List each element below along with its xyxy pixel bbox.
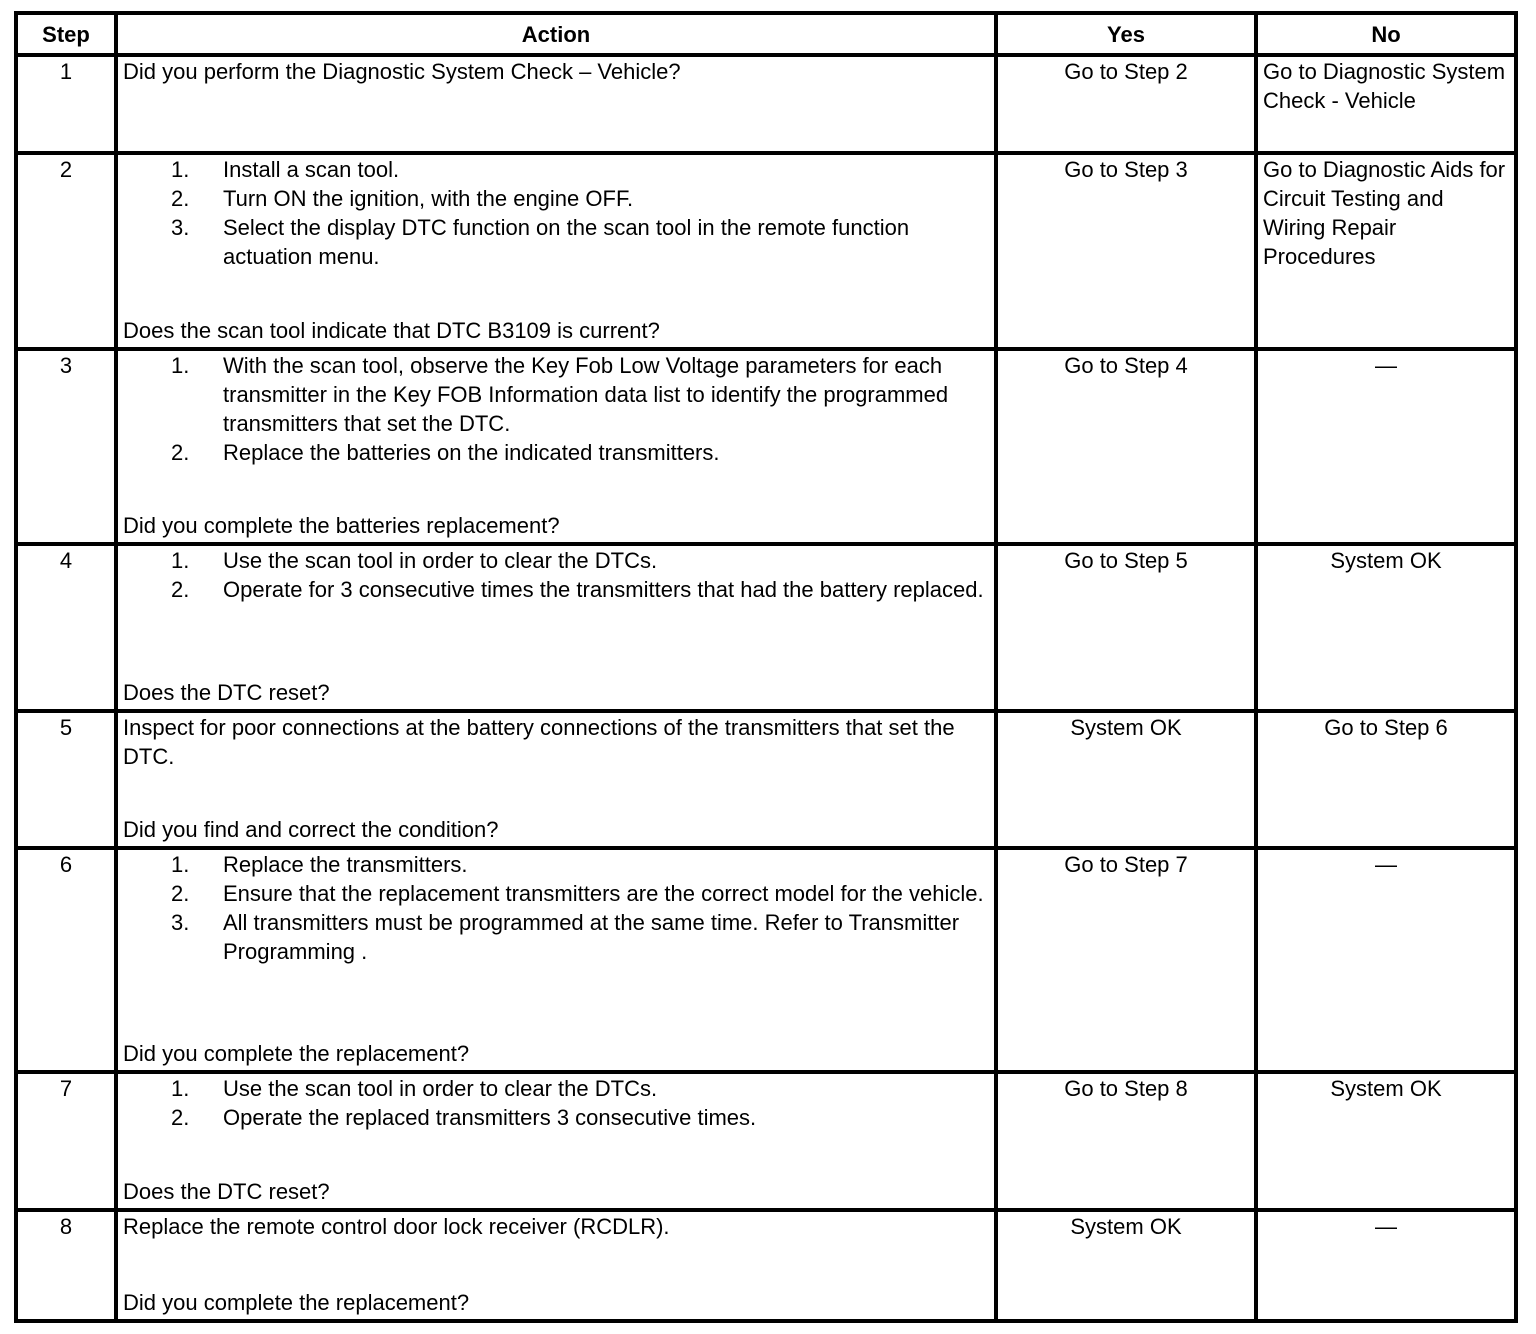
table-row (16, 55, 1516, 153)
list-item-text: Ensure that the replacement transmitters are the correct model for the vehicle. (223, 881, 984, 906)
list-item-number: 1. (171, 852, 190, 877)
action-question: Did you complete the replacement? (123, 1041, 470, 1066)
list-item-number: 3. (171, 215, 190, 240)
yes-result: Go to Step 3 (996, 153, 1256, 349)
no-result: Go to Diagnostic Aids for Circuit Testing and Wiring Repair Procedures (1256, 153, 1516, 349)
header-action: Action (116, 13, 996, 55)
action-cell (116, 55, 996, 153)
list-item-text: Replace the transmitters. (223, 852, 468, 877)
list-item-text: Use the scan tool in order to clear the DTCs. (223, 1076, 658, 1101)
list-item-text: Turn ON the ignition, with the engine OFF. (223, 186, 634, 211)
action-question: Did you complete the replacement? (123, 1290, 470, 1315)
header-yes: Yes (996, 13, 1256, 55)
list-item (123, 879, 989, 908)
no-result: — (1256, 848, 1516, 1072)
list-item-text: Use the scan tool in order to clear the DTCs. (223, 548, 658, 573)
yes-result: Go to Step 7 (996, 848, 1256, 1072)
list-item (123, 184, 989, 213)
list-item (123, 1103, 989, 1132)
list-item-text: Operate the replaced transmitters 3 consecutive times. (223, 1105, 757, 1130)
yes-result: Go to Step 4 (996, 349, 1256, 544)
action-cell (116, 711, 996, 848)
list-item-number: 1. (171, 157, 190, 182)
action-cell (116, 848, 996, 1072)
list-item-text: Replace the batteries on the indicated transmitters. (223, 440, 720, 465)
yes-result: System OK (996, 1210, 1256, 1321)
list-item-number: 2. (171, 440, 190, 465)
action-question: Does the scan tool indicate that DTC B3109 is current? (123, 318, 660, 343)
action-question: Does the DTC reset? (123, 680, 330, 705)
action-steps-list (123, 850, 989, 966)
action-cell (116, 544, 996, 711)
header-step: Step (16, 13, 116, 55)
list-item-number: 1. (171, 1076, 190, 1101)
step-number: 5 (16, 711, 116, 848)
yes-result: System OK (996, 711, 1256, 848)
action-cell (116, 1210, 996, 1321)
list-item (123, 351, 989, 438)
no-result: System OK (1256, 1072, 1516, 1210)
action-steps-list (123, 351, 989, 467)
list-item-text: With the scan tool, observe the Key Fob Low Voltage parameters for each transmitter in the Key FOB Information data list to identify the programmed transmitters that set the DTC. (223, 353, 949, 436)
action-steps-list (123, 1074, 989, 1132)
table-row (16, 153, 1516, 349)
list-item (123, 908, 989, 966)
list-item-number: 2. (171, 881, 190, 906)
list-item-text: Select the display DTC function on the scan tool in the remote function actuation menu. (223, 215, 910, 269)
list-item (123, 850, 989, 879)
action-question: Did you find and correct the condition? (123, 817, 499, 842)
action-cell (116, 1072, 996, 1210)
action-text: Replace the remote control door lock receiver (RCDLR). (123, 1214, 670, 1239)
table-row (16, 848, 1516, 1072)
step-number: 7 (16, 1072, 116, 1210)
yes-result: Go to Step 2 (996, 55, 1256, 153)
diagnostic-table (14, 11, 1518, 1323)
table-row (16, 1072, 1516, 1210)
no-result: Go to Step 6 (1256, 711, 1516, 848)
action-text: Did you perform the Diagnostic System Check – Vehicle? (123, 59, 681, 84)
list-item (123, 213, 989, 271)
step-number: 3 (16, 349, 116, 544)
list-item-number: 2. (171, 186, 190, 211)
list-item-number: 2. (171, 1105, 190, 1130)
list-item-number: 2. (171, 577, 190, 602)
yes-result: Go to Step 8 (996, 1072, 1256, 1210)
table-row (16, 544, 1516, 711)
step-number: 2 (16, 153, 116, 349)
action-question: Did you complete the batteries replacement? (123, 513, 560, 538)
step-number: 4 (16, 544, 116, 711)
table-row (16, 711, 1516, 848)
step-number: 1 (16, 55, 116, 153)
list-item (123, 546, 989, 575)
no-result: Go to Diagnostic System Check - Vehicle (1256, 55, 1516, 153)
list-item (123, 575, 989, 604)
header-no: No (1256, 13, 1516, 55)
list-item (123, 1074, 989, 1103)
action-cell (116, 153, 996, 349)
step-number: 6 (16, 848, 116, 1072)
table-row (16, 1210, 1516, 1321)
list-item-number: 1. (171, 353, 190, 378)
action-cell (116, 349, 996, 544)
yes-result: Go to Step 5 (996, 544, 1256, 711)
list-item-number: 1. (171, 548, 190, 573)
action-text: Inspect for poor connections at the battery connections of the transmitters that set the DTC. (123, 715, 955, 769)
action-steps-list (123, 546, 989, 604)
no-result: System OK (1256, 544, 1516, 711)
list-item-text: Install a scan tool. (223, 157, 400, 182)
list-item-text: All transmitters must be programmed at the same time. Refer to Transmitter Programming . (223, 910, 960, 964)
header-row (16, 13, 1516, 55)
no-result: — (1256, 349, 1516, 544)
no-result: — (1256, 1210, 1516, 1321)
list-item (123, 438, 989, 467)
action-steps-list (123, 155, 989, 271)
step-number: 8 (16, 1210, 116, 1321)
list-item-number: 3. (171, 910, 190, 935)
action-question: Does the DTC reset? (123, 1179, 330, 1204)
table-row (16, 349, 1516, 544)
list-item (123, 155, 989, 184)
list-item-text: Operate for 3 consecutive times the transmitters that had the battery replaced. (223, 577, 984, 602)
